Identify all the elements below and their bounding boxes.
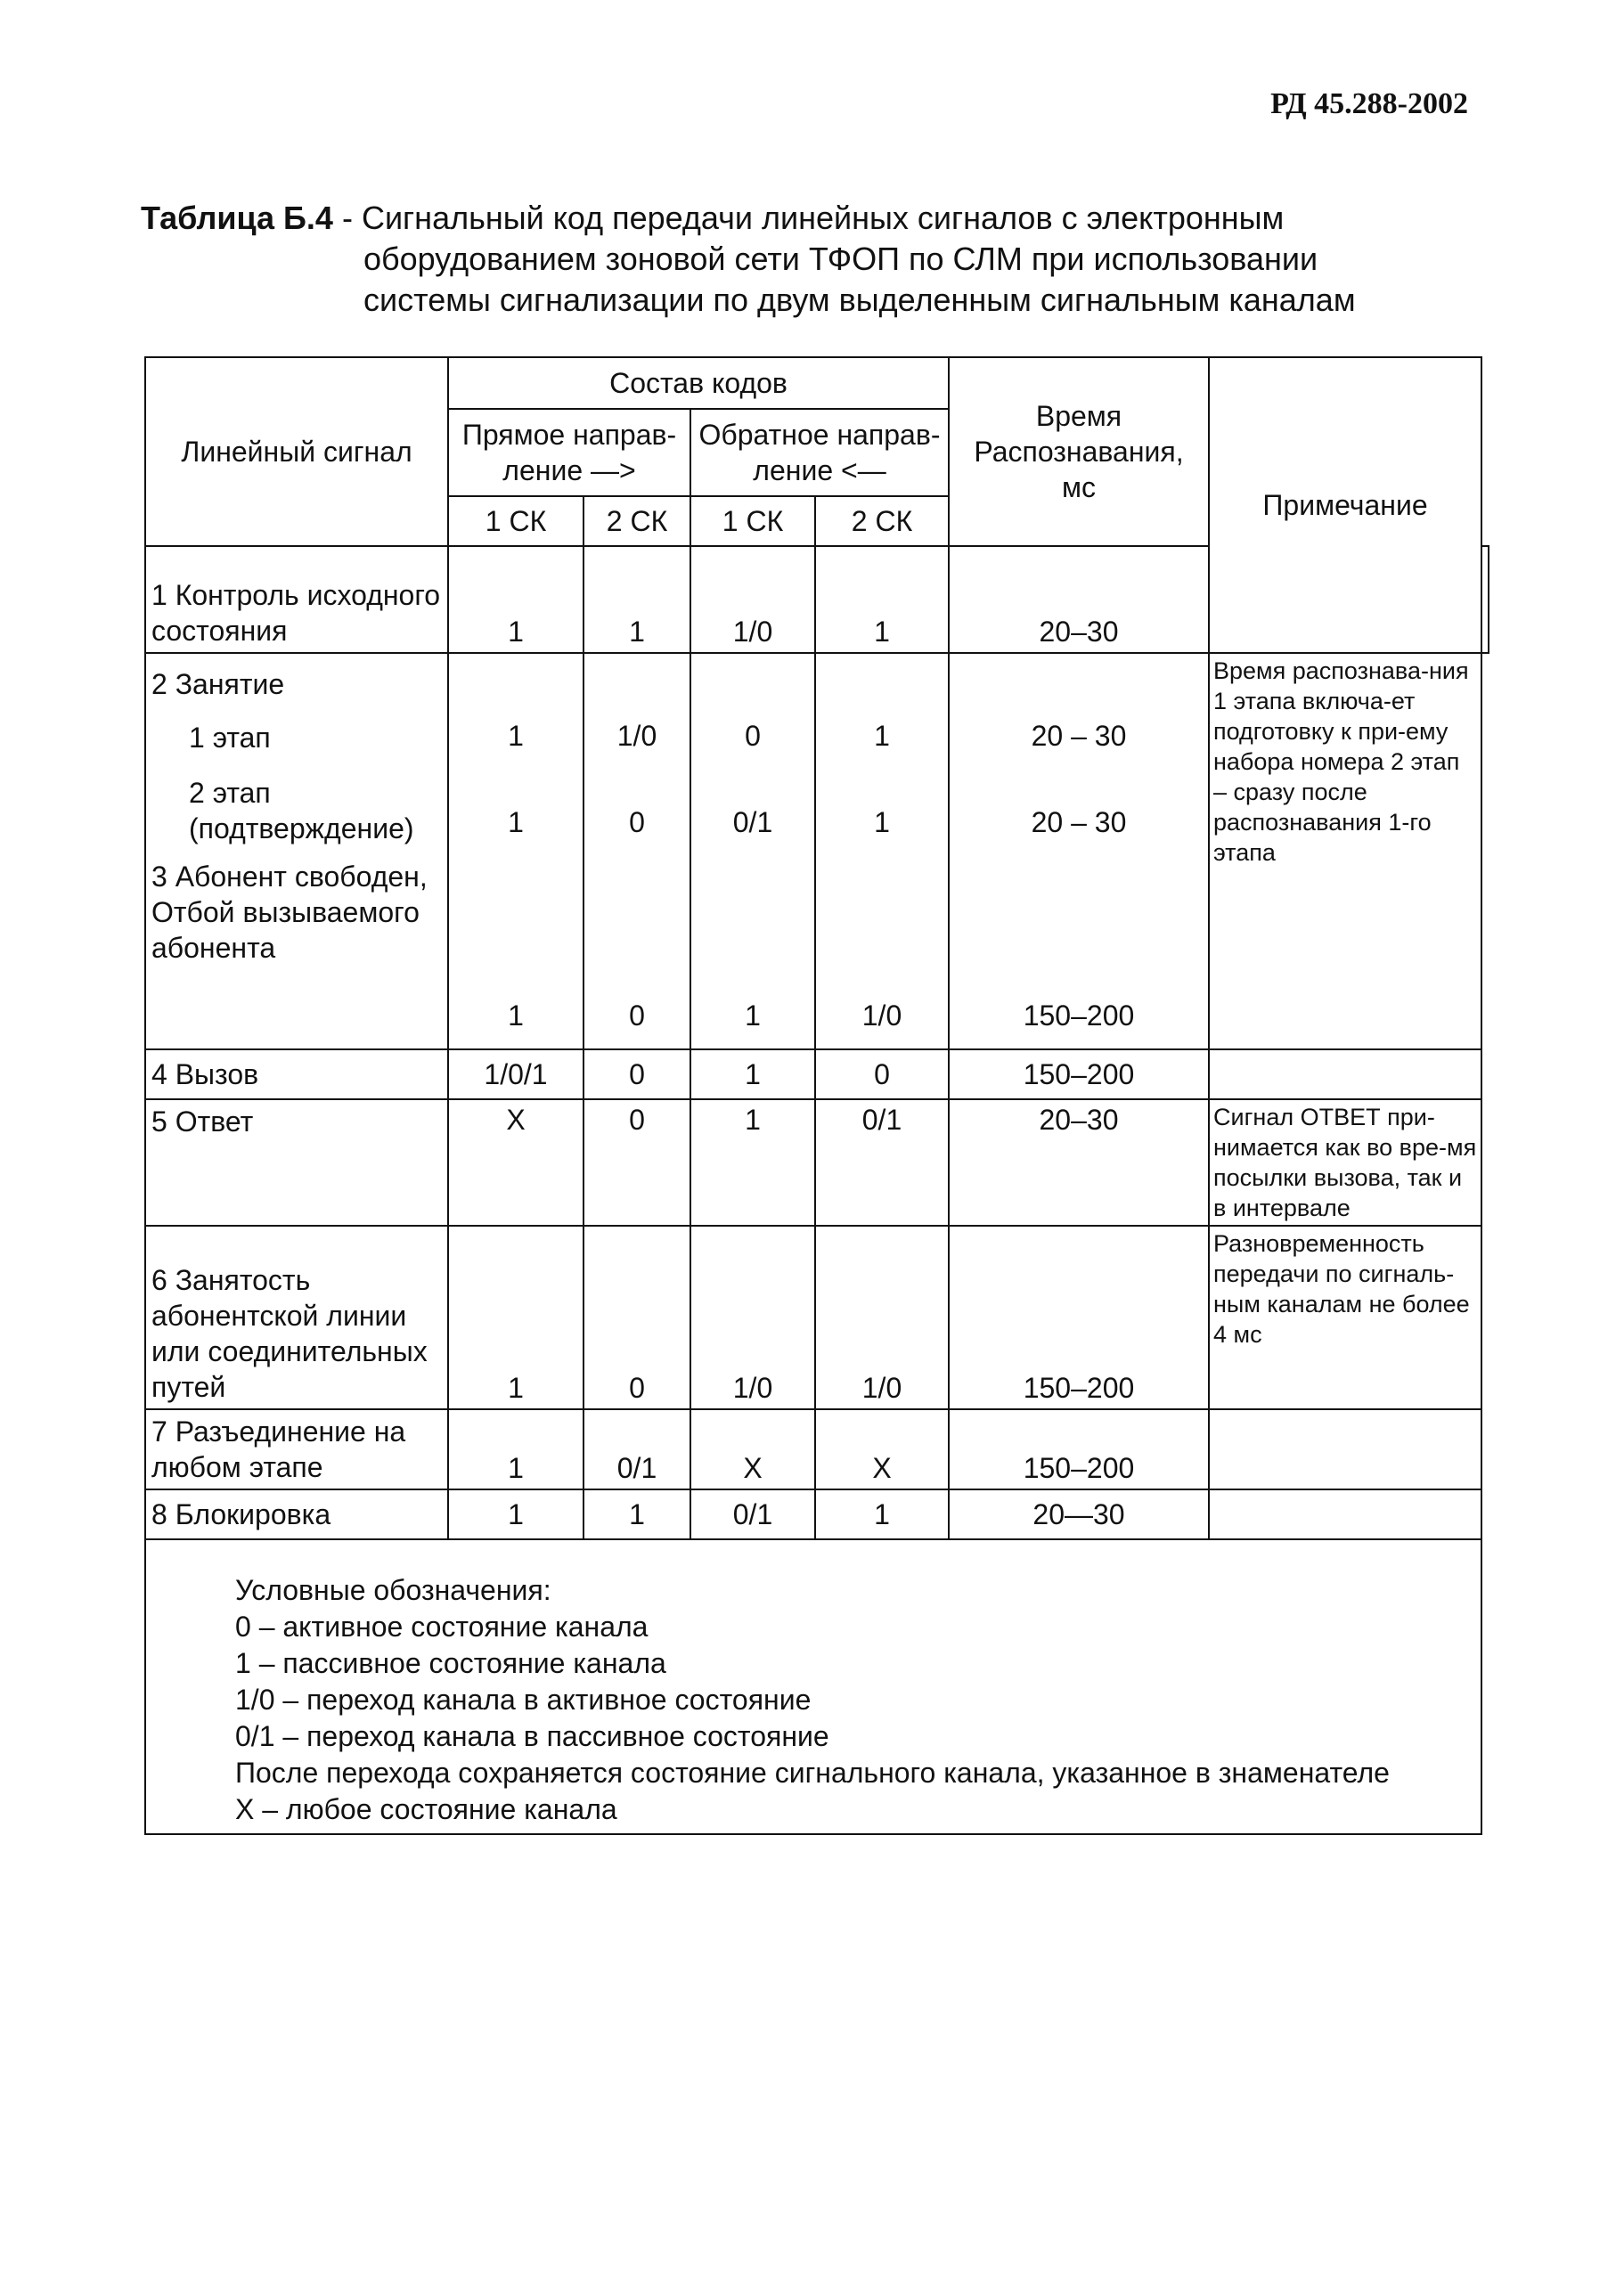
caption-label: Таблица Б.4	[141, 200, 333, 236]
code-cell: 1	[448, 1409, 583, 1489]
signal-name: 5 Ответ	[145, 1099, 448, 1226]
header-note: Примечание	[1209, 357, 1481, 653]
legend-row	[145, 1539, 1489, 1834]
header-backward-ck1: 1 СК	[690, 496, 815, 546]
legend-item: X – любое состояние канала	[235, 1793, 617, 1825]
note-cell	[1209, 1049, 1481, 1099]
code-cell: 0	[815, 1049, 949, 1099]
time-cell: 20–30	[949, 1099, 1209, 1226]
table-row	[145, 1489, 1489, 1539]
table-row	[145, 1409, 1489, 1489]
header-forward-ck2: 2 СК	[583, 496, 690, 546]
signal-code-table	[144, 356, 1489, 1835]
header-forward-ck1: 1 СК	[448, 496, 583, 546]
header-time: Время Распознавания, мс	[949, 357, 1209, 546]
signal-name: 2 Занятие 1 этап 2 этап (подтверждение) 3 Абонент свободен, Отбой вызываемого абонента	[145, 653, 448, 1049]
signal-name: 8 Блокировка	[145, 1489, 448, 1539]
note-cell	[1481, 546, 1489, 653]
code-cell: 1	[690, 1049, 815, 1099]
code-cell: 0	[583, 1099, 690, 1226]
code-cell: 1/0	[815, 1226, 949, 1409]
legend	[145, 1539, 1481, 1834]
code-cell: 1 1 1/0	[815, 653, 949, 1049]
code-cell: 1/0 0 0	[583, 653, 690, 1049]
table-row	[145, 1226, 1489, 1409]
time-cell: 150–200	[949, 1226, 1209, 1409]
time-cell: 150–200	[949, 1049, 1209, 1099]
table-row	[145, 653, 1489, 1049]
code-cell: 1	[448, 1489, 583, 1539]
legend-item: 1 – пассивное состояние канала	[235, 1647, 666, 1679]
code-cell: 1/0	[690, 546, 815, 653]
code-cell: 0/1	[583, 1409, 690, 1489]
signal-name: 4 Вызов	[145, 1049, 448, 1099]
code-cell: X	[815, 1409, 949, 1489]
code-cell: 0	[583, 1226, 690, 1409]
header-backward-ck2: 2 СК	[815, 496, 949, 546]
code-cell: 1	[690, 1099, 815, 1226]
legend-item: 0/1 – переход канала в пассивное состояние	[235, 1720, 829, 1752]
document-code: РД 45.288-2002	[1270, 87, 1468, 120]
header-forward: Прямое направ-ление —>	[448, 409, 690, 496]
signal-name: 7 Разъединение на любом этапе	[145, 1409, 448, 1489]
code-cell: X	[448, 1099, 583, 1226]
code-cell: 0	[583, 1049, 690, 1099]
code-cell: 1	[815, 546, 949, 653]
code-cell: 1	[448, 546, 583, 653]
code-cell: X	[690, 1409, 815, 1489]
code-cell: 0/1	[690, 1489, 815, 1539]
header-backward: Обратное направ-ление <—	[690, 409, 949, 496]
code-cell: 1	[815, 1489, 949, 1539]
code-cell: 1	[583, 546, 690, 653]
signal-name: 6 Занятость абонентской линии или соединительных путей	[145, 1226, 448, 1409]
caption-line-1: - Сигнальный код передачи линейных сигналов с электронным	[332, 200, 1285, 236]
legend-item: 0 – активное состояние канала	[235, 1611, 649, 1643]
code-cell: 1/0	[690, 1226, 815, 1409]
time-cell: 20 – 30 20 – 30 150–200	[949, 653, 1209, 1049]
code-cell: 0/1	[815, 1099, 949, 1226]
note-cell	[1209, 1489, 1481, 1539]
time-cell: 20—30	[949, 1489, 1209, 1539]
caption-line-2: оборудованием зоновой сети ТФОП по СЛМ при использовании	[363, 241, 1318, 277]
note-cell: Время распознава-ния 1 этапа включа-ет подготовку к при-ему набора номера 2 этап – сразу после распознавания 1-го этапа	[1209, 653, 1481, 1049]
header-signal: Линейный сигнал	[145, 357, 448, 546]
legend-title: Условные обозначения:	[235, 1574, 551, 1606]
code-cell: 1	[448, 1226, 583, 1409]
signal-name: 1 Контроль исходного состояния	[145, 546, 448, 653]
time-cell: 20–30	[949, 546, 1209, 653]
code-cell: 1	[583, 1489, 690, 1539]
time-cell: 150–200	[949, 1409, 1209, 1489]
note-cell	[1209, 1409, 1481, 1489]
code-cell: 1/0/1	[448, 1049, 583, 1099]
header-codes: Состав кодов	[448, 357, 949, 409]
table-row	[145, 1099, 1489, 1226]
legend-item: 1/0 – переход канала в активное состояние	[235, 1684, 812, 1716]
table-caption	[141, 198, 1432, 321]
caption-line-3: системы сигнализации по двум выделенным сигнальным каналам	[363, 281, 1356, 318]
note-cell: Разновременность передачи по сигналь-ным каналам не более 4 мс	[1209, 1226, 1481, 1409]
code-cell: 1 1 1	[448, 653, 583, 1049]
note-cell: Сигнал ОТВЕТ при-нимается как во вре-мя посылки вызова, так и в интервале	[1209, 1099, 1481, 1226]
legend-item: После перехода сохраняется состояние сигнального канала, указанное в знаменателе	[235, 1757, 1390, 1789]
code-cell: 0 0/1 1	[690, 653, 815, 1049]
table-row	[145, 1049, 1489, 1099]
